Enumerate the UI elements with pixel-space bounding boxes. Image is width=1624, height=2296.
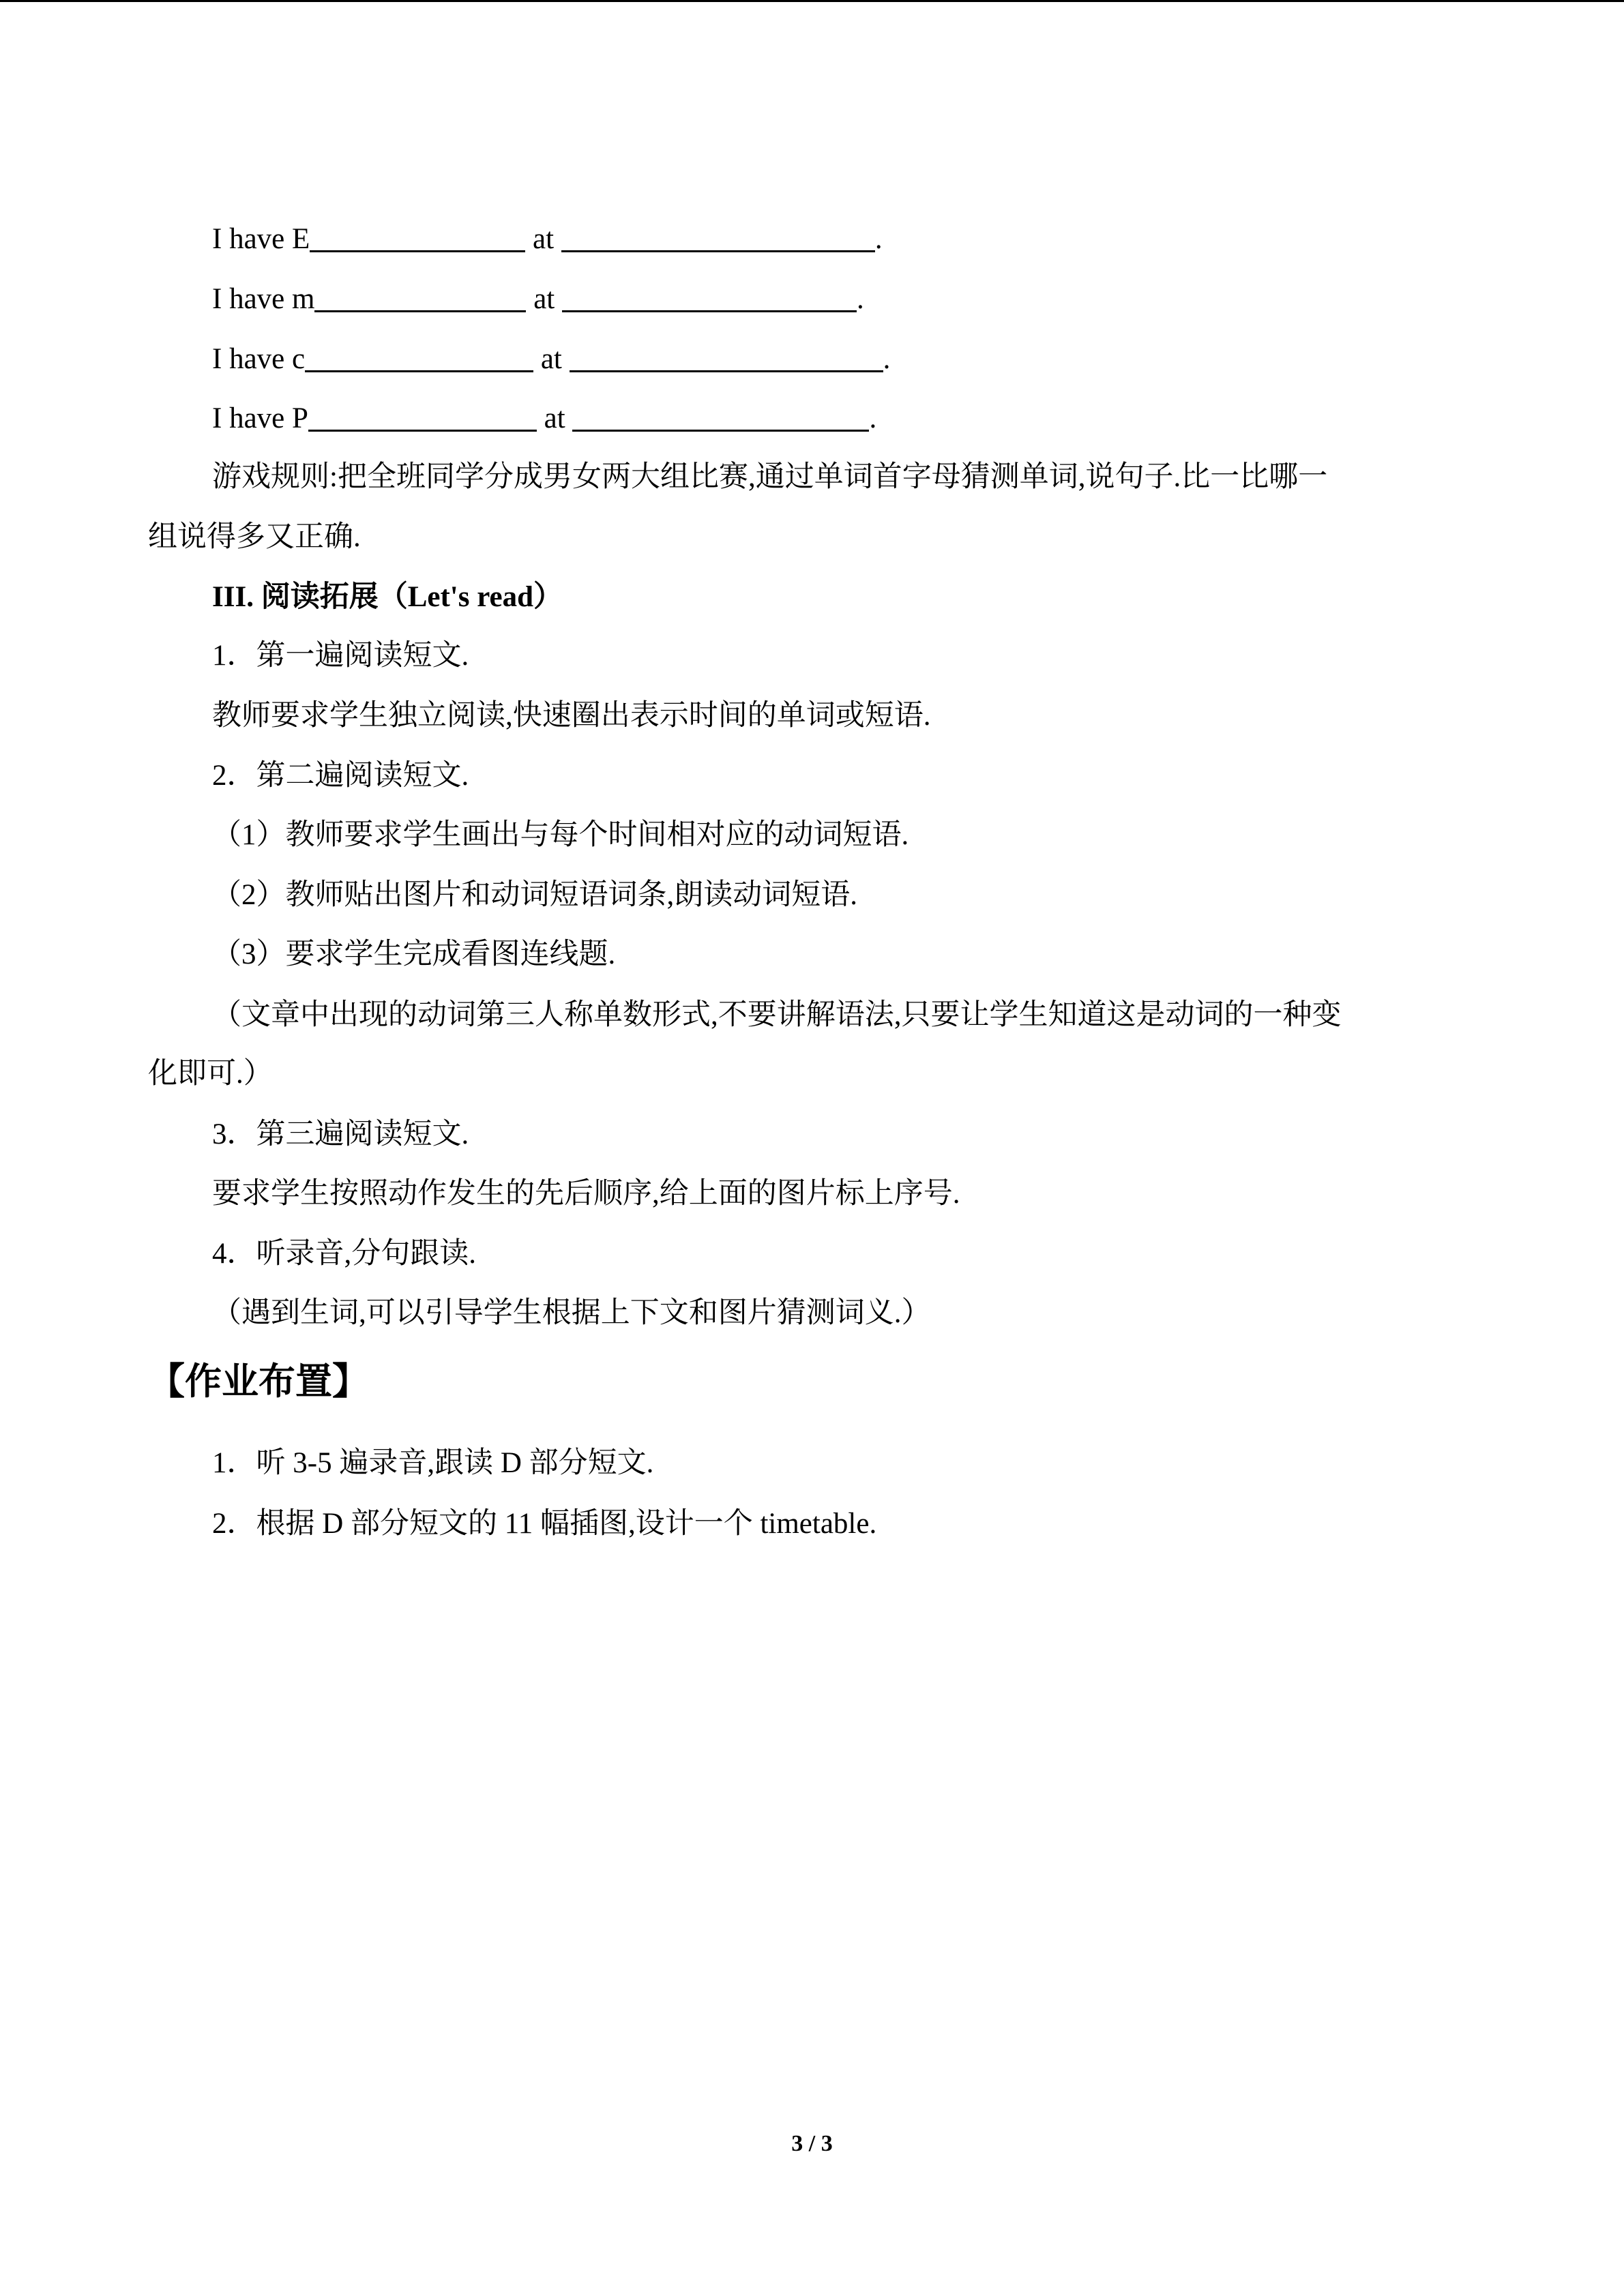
step-1: 1．第一遍阅读短文. xyxy=(212,640,469,672)
sentence-mid: at xyxy=(533,223,555,255)
sentence-mid: at xyxy=(544,402,565,434)
sentence-start: I have c xyxy=(212,343,306,375)
step-2-note-line-1: （文章中出现的动词第三人称单数形式,不要讲解语法,只要让学生知道这是动词的一种变 xyxy=(212,999,1342,1031)
answer-blank[interactable] xyxy=(314,283,526,312)
answer-blank[interactable] xyxy=(305,343,533,372)
place-blank[interactable] xyxy=(572,402,869,432)
place-blank[interactable] xyxy=(561,223,875,252)
fill-sentence-1 xyxy=(212,220,883,258)
sentence-start: I have P xyxy=(212,402,308,434)
homework-title: 【作业布置】 xyxy=(148,1360,369,1403)
step-2: 2．第二遍阅读短文. xyxy=(212,760,469,792)
answer-blank[interactable] xyxy=(310,223,525,252)
sentence-end: . xyxy=(869,402,877,434)
step-4: 4．听录音,分句跟读. xyxy=(212,1238,476,1270)
fill-sentence-3 xyxy=(212,340,890,378)
answer-blank[interactable] xyxy=(308,402,537,432)
sentence-end: . xyxy=(883,343,891,375)
sentence-start: I have E xyxy=(212,223,310,255)
game-rule-line-2: 组说得多又正确. xyxy=(148,521,361,553)
place-blank[interactable] xyxy=(562,283,857,312)
step-2-note-line-2: 化即可.） xyxy=(148,1058,273,1090)
step-3: 3．第三遍阅读短文. xyxy=(212,1118,469,1150)
fill-sentence-2 xyxy=(212,280,864,318)
step-2-a: （1）教师要求学生画出与每个时间相对应的动词短语. xyxy=(212,819,909,851)
reading-heading: III. 阅读拓展（Let's read） xyxy=(212,581,563,613)
game-rule-line-1: 游戏规则:把全班同学分成男女两大组比赛,通过单词首字母猜测单词,说句子.比一比哪一 xyxy=(212,461,1328,493)
sentence-end: . xyxy=(856,283,864,315)
homework-item-2: 2．根据 D 部分短文的 11 幅插图,设计一个 timetable. xyxy=(212,1508,877,1540)
step-3-detail: 要求学生按照动作发生的先后顺序,给上面的图片标上序号. xyxy=(212,1178,960,1210)
sentence-mid: at xyxy=(533,283,555,315)
top-border xyxy=(0,0,1624,2)
fill-sentence-4 xyxy=(212,400,876,438)
step-2-b: （2）教师贴出图片和动词短语词条,朗读动词短语. xyxy=(212,879,857,911)
sentence-mid: at xyxy=(540,343,562,375)
place-blank[interactable] xyxy=(570,343,883,372)
step-1-detail: 教师要求学生独立阅读,快速圈出表示时间的单词或短语. xyxy=(212,700,931,732)
step-2-c: （3）要求学生完成看图连线题. xyxy=(212,938,616,970)
sentence-start: I have m xyxy=(212,283,315,315)
homework-item-1: 1．听 3-5 遍录音,跟读 D 部分短文. xyxy=(212,1447,654,1479)
step-4-note: （遇到生词,可以引导学生根据上下文和图片猜测词义.） xyxy=(212,1297,931,1329)
sentence-end: . xyxy=(874,223,883,255)
page-number: 3 / 3 xyxy=(791,2131,833,2156)
